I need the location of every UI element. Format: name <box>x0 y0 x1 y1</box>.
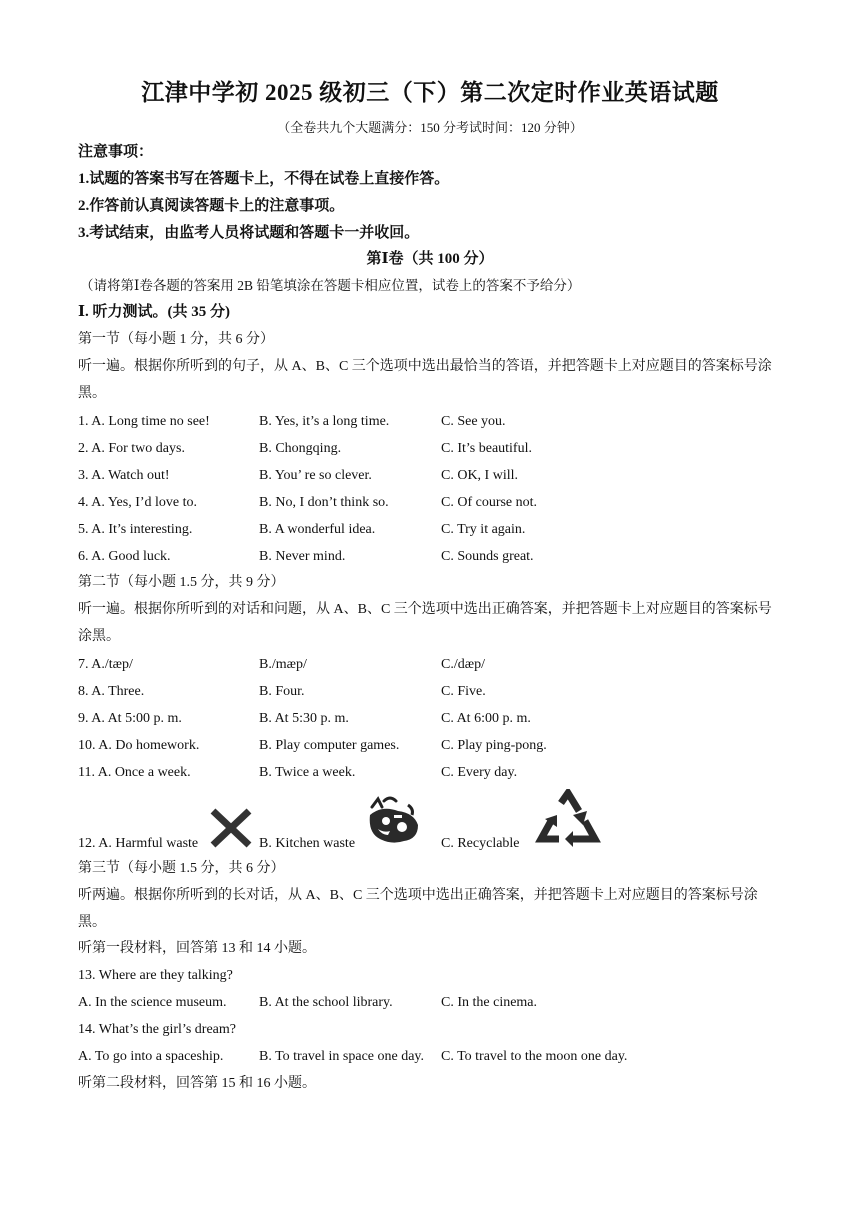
option-a: 12. A. Harmful waste <box>78 836 199 851</box>
option-c: C. It’s beautiful. <box>441 441 532 456</box>
option-c: C. In the cinema. <box>441 995 538 1010</box>
volume-title: 第Ⅰ卷（共 100 分） <box>366 251 494 267</box>
question-row <box>78 737 784 757</box>
section3-title: 第三节（每小题 1.5 分，共 6 分） <box>78 861 285 876</box>
option-c: C. See you. <box>441 414 506 429</box>
question-row <box>78 548 784 568</box>
exam-subtitle: （全卷共九个大题满分：150 分考试时间：120 分钟） <box>277 120 583 135</box>
option-c: C. Try it again. <box>441 522 526 537</box>
question-row <box>78 835 784 855</box>
option-c: C. Five. <box>441 684 486 699</box>
section2-title: 第二节（每小题 1.5 分，共 9 分） <box>78 575 285 590</box>
option-b: B. No, I don’t think so. <box>259 495 389 510</box>
listening-heading: Ⅰ. 听力测试。(共 35 分) <box>78 304 231 320</box>
section3-instruction: 听两遍。根据你所听到的长对话，从 A、B、C 三个选项中选出正确答案，并把答题卡上对应题目的答案标号涂黑。 <box>78 888 758 930</box>
material-2-note: 听第二段材料，回答第 15 和 16 小题。 <box>78 1076 316 1091</box>
option-b: B. Four. <box>259 684 305 699</box>
volume-note: （请将第Ⅰ卷各题的答案用 2B 铅笔填涂在答题卡相应位置，试卷上的答案不予给分） <box>80 278 581 293</box>
question-row <box>78 521 784 541</box>
question-13-stem: 13. Where are they talking? <box>78 968 233 983</box>
option-c: C. OK, I will. <box>441 468 518 483</box>
option-b: B. At the school library. <box>259 995 393 1010</box>
option-a: 1. A. Long time no see! <box>78 414 210 429</box>
question-row <box>78 413 784 433</box>
option-b: B. Yes, it’s a long time. <box>259 414 390 429</box>
option-a: 10. A. Do homework. <box>78 738 200 753</box>
question-row <box>78 467 784 487</box>
option-c: C./dæp/ <box>441 657 485 672</box>
option-c: C. To travel to the moon one day. <box>441 1049 628 1064</box>
section1-instruction: 听一遍。根据你所听到的句子，从 A、B、C 三个选项中选出最恰当的答语，并把答题卡上对应题目的答案标号涂黑。 <box>78 359 772 401</box>
option-a: 8. A. Three. <box>78 684 145 699</box>
notice-heading: 注意事项： <box>78 144 154 160</box>
question-row <box>78 764 784 784</box>
notice-item-3: 3.考试结束，由监考人员将试题和答题卡一并收回。 <box>78 225 420 241</box>
option-b: B./mæp/ <box>259 657 307 672</box>
kitchen-waste-icon <box>364 793 422 847</box>
recycle-icon <box>535 789 601 849</box>
option-c: C. Recyclable <box>441 836 520 851</box>
option-b: B. Kitchen waste <box>259 836 356 851</box>
option-a: 6. A. Good luck. <box>78 549 171 564</box>
option-c: C. Of course not. <box>441 495 538 510</box>
question-row <box>78 683 784 703</box>
option-b: B. Chongqing. <box>259 441 342 456</box>
exam-title: 江津中学初 2025 级初三（下）第二次定时作业英语试题 <box>141 80 719 105</box>
section2-instruction: 听一遍。根据你所听到的对话和问题，从 A、B、C 三个选项中选出正确答案，并把答题卡上对应题目的答案标号涂黑。 <box>78 602 772 644</box>
option-a: 2. A. For two days. <box>78 441 185 456</box>
option-a: A. In the science museum. <box>78 995 227 1010</box>
option-b: B. To travel in space one day. <box>259 1049 425 1064</box>
option-c: C. At 6:00 p. m. <box>441 711 531 726</box>
option-c: C. Sounds great. <box>441 549 534 564</box>
option-a: 4. A. Yes, I’d love to. <box>78 495 198 510</box>
question-row <box>78 656 784 676</box>
option-a: 7. A./tæp/ <box>78 657 133 672</box>
question-row <box>78 440 784 460</box>
option-b: B. At 5:30 p. m. <box>259 711 349 726</box>
question-row <box>78 710 784 730</box>
question-row <box>78 1048 784 1068</box>
option-b: B. Play computer games. <box>259 738 400 753</box>
option-b: B. You’ re so clever. <box>259 468 372 483</box>
question-14-stem: 14. What’s the girl’s dream? <box>78 1022 236 1037</box>
harmful-waste-icon <box>208 808 254 848</box>
option-b: B. Twice a week. <box>259 765 356 780</box>
option-a: A. To go into a spaceship. <box>78 1049 224 1064</box>
question-row <box>78 994 784 1014</box>
option-b: B. A wonderful idea. <box>259 522 376 537</box>
option-c: C. Play ping-pong. <box>441 738 547 753</box>
section1-title: 第一节（每小题 1 分，共 6 分） <box>78 332 274 347</box>
option-a: 5. A. It’s interesting. <box>78 522 193 537</box>
question-row <box>78 494 784 514</box>
option-c: C. Every day. <box>441 765 518 780</box>
option-a: 11. A. Once a week. <box>78 765 191 780</box>
notice-item-2: 2.作答前认真阅读答题卡上的注意事项。 <box>78 198 345 214</box>
option-a: 3. A. Watch out! <box>78 468 170 483</box>
option-b: B. Never mind. <box>259 549 346 564</box>
notice-item-1: 1.试题的答案书写在答题卡上，不得在试卷上直接作答。 <box>78 171 450 187</box>
material-1-note: 听第一段材料，回答第 13 和 14 小题。 <box>78 941 316 956</box>
option-a: 9. A. At 5:00 p. m. <box>78 711 182 726</box>
